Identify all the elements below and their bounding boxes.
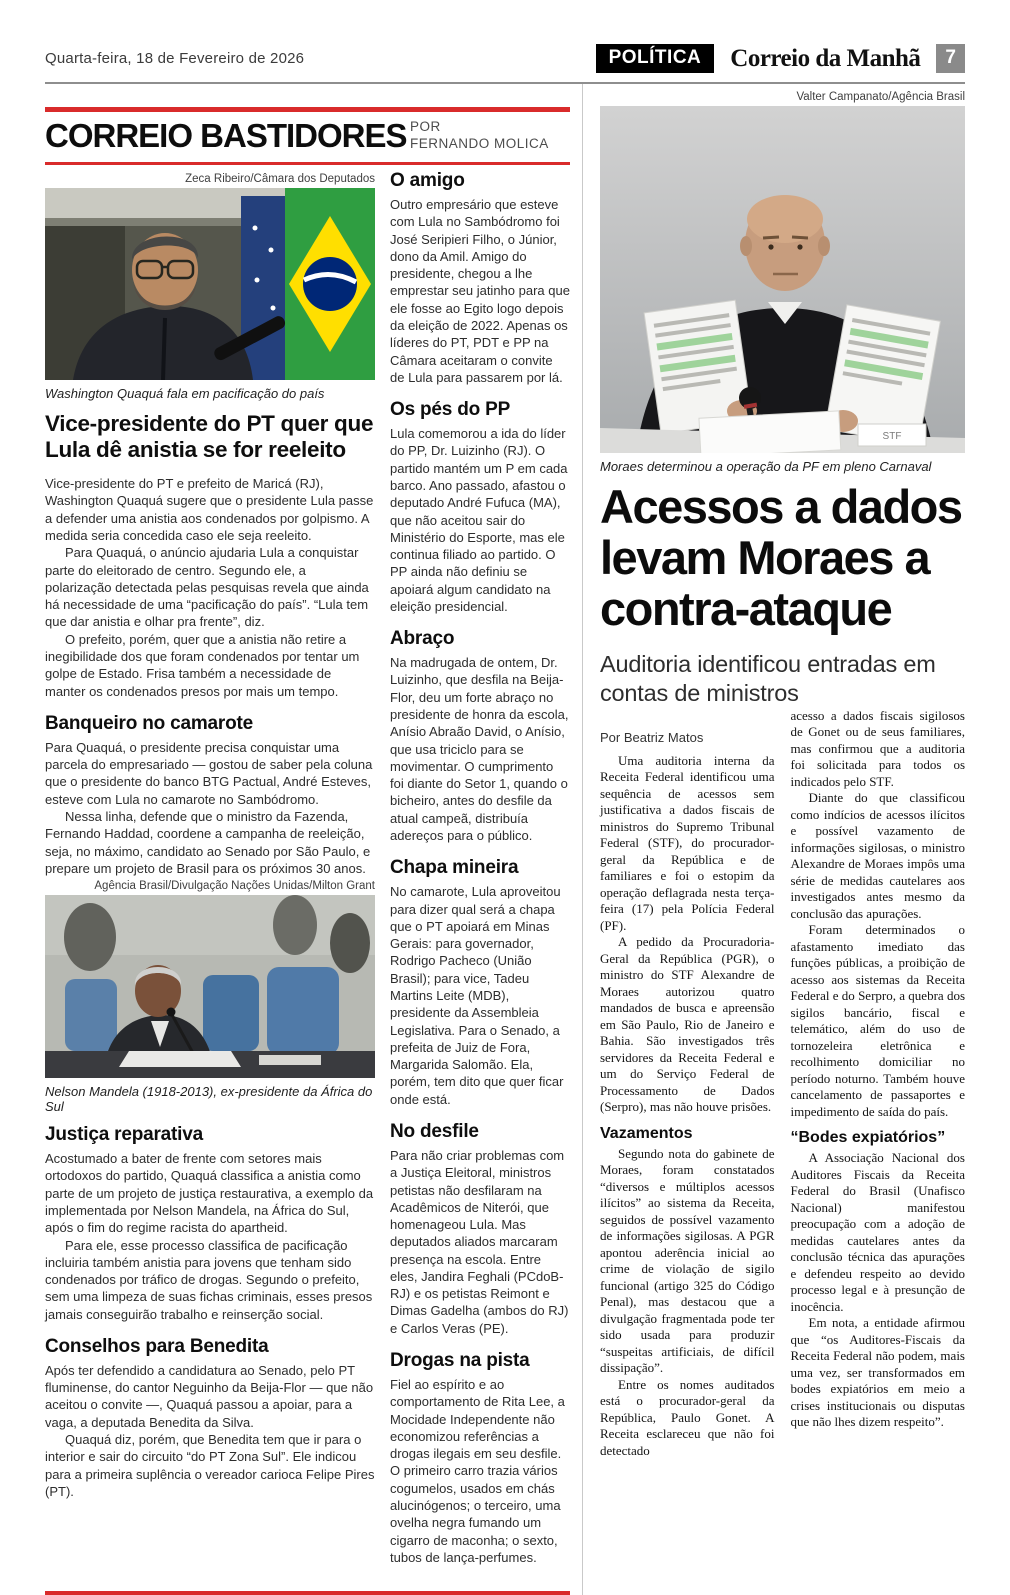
note-item bbox=[390, 170, 570, 386]
bastidores-bottom-rule bbox=[45, 1591, 570, 1595]
note-heading: Chapa mineira bbox=[390, 857, 519, 879]
lead-paragraph: Para Quaquá, o anúncio ajudaria Lula a conquistar parte do eleitorado de centro. Segundo ele, a polarização detectada pelas pesquisas revela que ainda há necessidade de uma “pacificação do país”. “Lula tem que dar anistia e olhar pra frente”, diz. bbox=[45, 545, 369, 630]
note-heading: Drogas na pista bbox=[390, 1350, 530, 1372]
body-paragraph: Após ter defendido a candidatura ao Senado, pelo PT fluminense, do cantor Neguinho da Beija-Flor — que não aceitou o convite —, Quaquá passou a apoiar, para a vaga, a deputada Benedita da Silva. bbox=[45, 1362, 374, 1430]
bastidores-title: CORREIO BASTIDORES bbox=[45, 117, 407, 154]
content-grid bbox=[45, 84, 965, 1595]
article-paragraph: Entre os nomes auditados está o procurador-geral da República, Paulo Gonet. A Receita esclareceu que não foi detectado bbox=[600, 1376, 775, 1458]
note-heading: Os pés do PP bbox=[390, 399, 511, 421]
photo-caption: Nelson Mandela (1918-2013), ex-presidente da África do Sul bbox=[45, 1084, 373, 1115]
section-heading: Banqueiro no camarote bbox=[45, 712, 254, 734]
note-text: Para não criar problemas com a Justiça Eleitoral, ministros petistas não desfilaram na Acadêmicos de Niterói, que homenageou Lula. Mas deputados aliados marcaram presença na escola. Entre eles, Jandira Feghali (PCdoB-RJ) e os petistas Reimont e Dimas Gadelha (ambos do RJ) e Carlos Veras (PE). bbox=[390, 1147, 569, 1336]
section-heading: Conselhos para Benedita bbox=[45, 1335, 269, 1357]
photo-caption: Washington Quaquá fala em pacificação do país bbox=[45, 386, 325, 401]
article-deck: Auditoria identificou entradas em contas de ministros bbox=[600, 651, 936, 706]
note-heading: No desfile bbox=[390, 1120, 479, 1142]
lead-headline: Vice-presidente do PT quer que Lula dê anistia se for reeleito bbox=[45, 411, 374, 463]
article-subhead: Vazamentos bbox=[600, 1124, 693, 1142]
article-paragraph: acesso a dados fiscais sigilosos de Gonet ou de seus familiares, mas confirmou que a auditoria foi solicitada para todos os indicados pelo STF. bbox=[790, 707, 965, 789]
section-label: POLÍTICA bbox=[596, 44, 715, 73]
body-paragraph: Quaquá diz, porém, que Benedita tem que ir para o interior e sair do circuito “do PT Zona Sul”. Ele indicou para a primeira suplência o vereador carioca Felipe Pires (PT). bbox=[45, 1432, 375, 1499]
note-item bbox=[390, 399, 570, 615]
note-text: Na madrugada de ontem, Dr. Luizinho, que desfila na Beija-Flor, deu um forte abraço no presidente de honra da escola, Anísio Abraão David, o Anísio, que usa triciclo para se movimentar. O cumprimento foi diante do Setor 1, quando o bicheiro, antes do desfile da atual campeã, distribuía adereços para o público. bbox=[390, 655, 569, 843]
photo-nelson-mandela bbox=[45, 895, 375, 1078]
masthead: Correio da Manhã bbox=[730, 44, 921, 72]
bastidores-column bbox=[45, 84, 570, 1595]
photo-credit: Agência Brasil/Divulgação Nações Unidas/Milton Grant bbox=[94, 880, 375, 893]
photo-caption: Moraes determinou a operação da PF em pleno Carnaval bbox=[600, 459, 932, 474]
note-text: No camarote, Lula aproveitou para dizer qual será a chapa que o PT apoiará em Minas Gerais: para governador, Rodrigo Pacheco (União Brasil); para vice, Tadeu Martins Leite (MDB), presidente da Assembleia Legislativa. Para o Senado, a prefeita de Juiz de Fora, Margarida Salomão. Ela, porém, tem dito que quer ficar onde está. bbox=[390, 884, 564, 1107]
photo-credit: Valter Campanato/Agência Brasil bbox=[796, 91, 965, 103]
body-paragraph: Para ele, esse processo classifica de pacificação incluiria também anistia para jovens que tenham sido condenados por tráfico de drogas. Segundo o prefeito, sem uma limpeza de suas fichas criminais, esses presos jamais conseguirão trabalho e reinserção social. bbox=[45, 1237, 373, 1322]
byline-prefix: POR bbox=[410, 119, 441, 135]
bastidores-header bbox=[45, 107, 570, 165]
article-paragraph: A pedido da Procuradoria-Geral da República (PGR), o ministro do STF Alexandre de Moraes autorizou quatro mandados de busca e apreensão em São Paulo, Rio de Janeiro e Bahia. São investigados três servidores da Receita Federal e um do Serviço Federal de Processamento de Dados (Serpro), mas não houve prisões. bbox=[600, 934, 775, 1115]
main-article bbox=[582, 84, 965, 1595]
note-item bbox=[390, 1121, 570, 1337]
bastidores-notes bbox=[390, 170, 570, 1579]
article-paragraph: Diante do que classificou como indícios de acessos ilícitos e possível vazamento de informações sigilosas, o ministro Alexandre de Moraes impôs uma série de medidas cautelares aos investigados antes mesmo da conclusão das apurações. bbox=[790, 790, 965, 921]
header-right bbox=[596, 44, 965, 73]
article-columns bbox=[600, 708, 965, 1460]
note-item bbox=[390, 857, 570, 1108]
article-byline: Por Beatriz Matos bbox=[600, 729, 704, 745]
article-paragraph: Segundo nota do gabinete de Moraes, foram constatados “diversos e múltiplos acessos ilícitos” ao sistema da Receita, seguidos de possível vazamento de informações sigilosas. A PGR apontou aderência inicial ao crime de violação de sigilo funcional (artigo 325 do Código Penal), mas destacou que a divulgação fragmentada pode ter sido usada para produzir “suspeitas artificiais, de difícil dissipação”. bbox=[600, 1145, 775, 1376]
note-item bbox=[390, 628, 570, 844]
note-text: Fiel ao espírito e ao comportamento de Rita Lee, a Mocidade Independente não economizou referências a drogas ilegais em seu desfile. O primeiro carro trazia vários cogumelos, usados em chás alucinógenos; o terceiro, uma ovelha negra fumando um cigarro de maconha; o sexto, tubos de lança-perfumes. bbox=[390, 1377, 565, 1565]
lead-paragraph: Vice-presidente do PT e prefeito de Maricá (RJ), Washington Quaquá sugere que o presidente Lula passe a defender uma anistia aos condenados por golpismo. A medida seria concedida caso ele seja reeleito. bbox=[45, 476, 374, 544]
article-paragraph: Uma auditoria interna da Receita Federal identificou uma sequência de acessos sem justificativa a dados fiscais de ministros do Supremo Tribunal Federal (STF), do procurador-geral da República e de familiares e foi o estopim da operação deflagrada nesta terça-feira (17) pela Polícia Federal (PF). bbox=[600, 752, 775, 933]
article-col-1 bbox=[600, 708, 775, 1460]
page-header bbox=[45, 0, 965, 84]
note-text: Outro empresário que esteve com Lula no Sambódromo foi José Seripieri Filho, o Júnior, dono da Amil. Amigo do presidente, chegou a lhe emprestar seu jatinho para que ele fosse ao Egito logo depois da eleição de 2022. Apenas os líderes do PT, PDT e PP na Câmara aceitaram o convite de Lula para passarem por lá. bbox=[390, 197, 570, 385]
photo-credit: Zeca Ribeiro/Câmara dos Deputados bbox=[185, 173, 375, 185]
article-headline: Acessos a dados levam Moraes a contra-ataque bbox=[600, 480, 962, 635]
edition-date: Quarta-feira, 18 de Fevereiro de 2026 bbox=[45, 50, 305, 67]
page-number: 7 bbox=[936, 44, 965, 73]
body-paragraph: Acostumado a bater de frente com setores mais ortodoxos do partido, Quaquá classifica a anistia como parte de um projeto de justiça restaurativa, a exemplo da implementada por Nelson Mandela, na África do Sul, após o fim do regime racista do apartheid. bbox=[45, 1151, 374, 1236]
body-paragraph: Para Quaquá, o presidente precisa conquistar uma parcela do empresariado — gostou de saber pela coluna que o presidente do banco BTG Pactual, André Esteves, esteve com Lula no camarote no Sambódromo. bbox=[45, 739, 373, 807]
note-text: Lula comemorou a ida do líder do PP, Dr. Luizinho (RJ). O partido mantém um P em cada barco. Ano passado, afastou o deputado André Fufuca (MA), que não aceitou sair do Ministério do Esporte, mas ele continua filiado ao partido. O PP ainda não definiu se apoiará algum candidato na eleição presidencial. bbox=[390, 426, 568, 614]
article-paragraph: Em nota, a entidade afirmou que “os Auditores-Fiscais da Receita Federal não podem, mais uma vez, ser transformados em bodes expiatórios em meio a crises institucionais ou disputas que não lhes dizem respeito”. bbox=[790, 1315, 965, 1430]
note-heading: O amigo bbox=[390, 170, 465, 191]
article-subhead: “Bodes expiatórios” bbox=[790, 1129, 946, 1147]
photo-quaqua-illustration bbox=[45, 188, 375, 380]
article-paragraph: Foram determinados o afastamento imediato das funções públicas, a proibição de acesso aos sistemas da Receita Federal e do Serpro, a quebra dos sigilos bancário, fiscal e telemático, além do uso de tornozeleira eletrônica e recolhimento domiciliar no período noturno. Também houve cancelamento de passaportes e impedimento de saída do país. bbox=[790, 922, 965, 1119]
note-heading: Abraço bbox=[390, 628, 455, 650]
article-paragraph: A Associação Nacional dos Auditores Fiscais da Receita Federal do Brasil (Unafisco Nacional) manifestou preocupação com a adoção de medidas cautelares antes da conclusão técnica das apurações e defendeu respeito ao devido processo legal e à presunção de inocência. bbox=[790, 1150, 965, 1314]
lead-paragraph: O prefeito, porém, quer que a anistia não retire a inegibilidade dos que foram condenados por tentar um golpe de Estado. Frisa também a necessidade de manter os condenados presos por mais um tempo. bbox=[45, 631, 360, 699]
photo-alexandre-moraes bbox=[600, 106, 965, 453]
byline-name: FERNANDO MOLICA bbox=[410, 136, 549, 151]
note-item bbox=[390, 1350, 570, 1566]
bastidores-byline bbox=[410, 119, 570, 153]
photo-washington-quaqua bbox=[45, 188, 375, 380]
photo-mandela-illustration bbox=[45, 895, 375, 1078]
bastidores-left bbox=[45, 170, 375, 1579]
section-heading: Justiça reparativa bbox=[45, 1124, 203, 1146]
body-paragraph: Nessa linha, defende que o ministro da Fazenda, Fernando Haddad, coordene a campanha de reeleição, seja, no máximo, candidato ao Senado por São Paulo, e prepare um projeto de Brasil para os próximos 30 anos. bbox=[45, 808, 371, 876]
stf-label: STF bbox=[882, 431, 902, 442]
bastidores-columns bbox=[45, 170, 570, 1579]
photo-moraes-illustration bbox=[600, 106, 965, 453]
article-col-2 bbox=[791, 708, 966, 1460]
